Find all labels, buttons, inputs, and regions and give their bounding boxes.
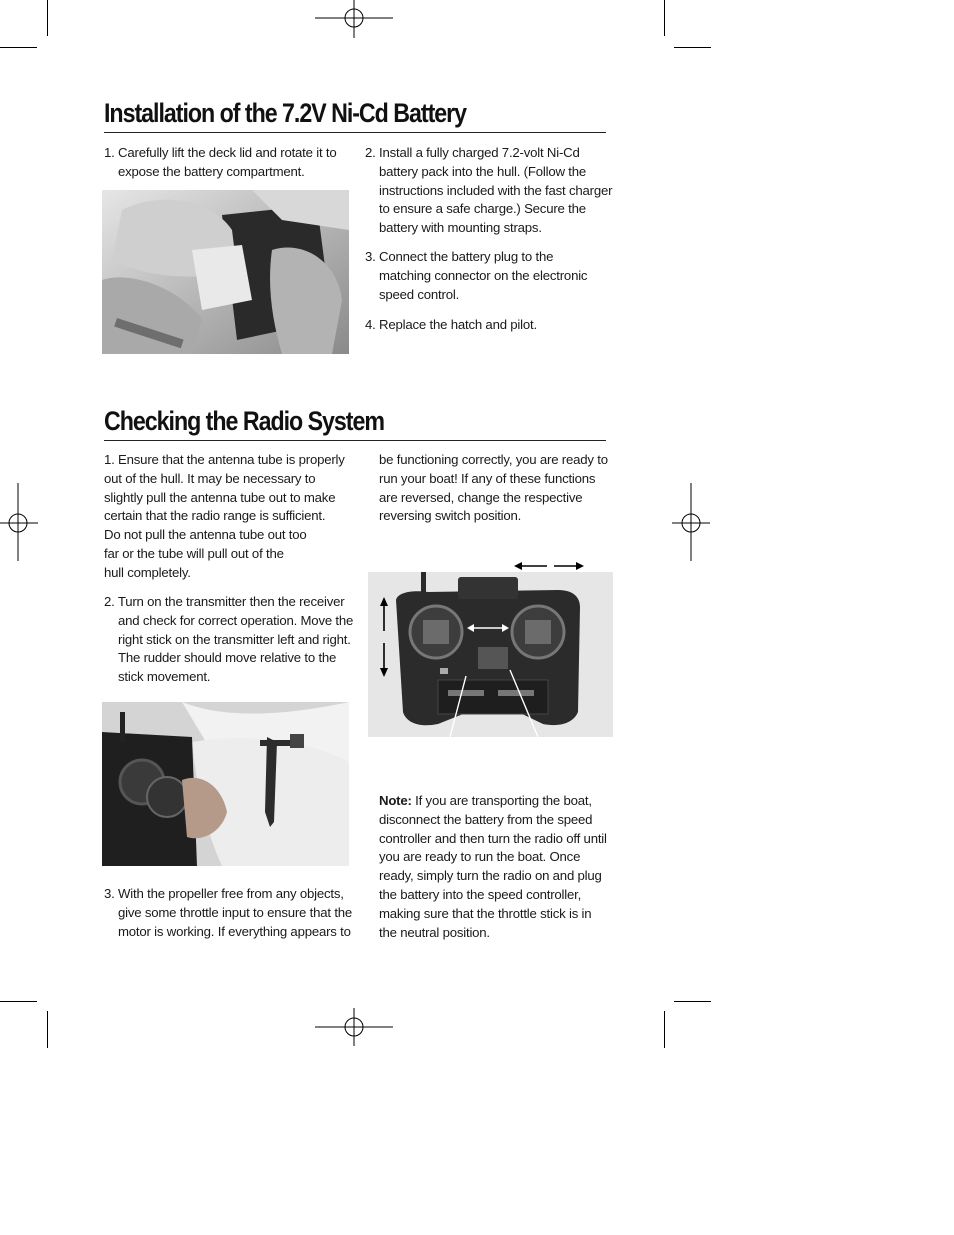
- battery-section-title: Installation of the 7.2V Ni-Cd Battery: [104, 98, 467, 128]
- battery-step-2: 2. Install a fully charged 7.2-volt Ni-Cd battery pack into the hull. (Follow the instructions included with the fast charger to ensure a safe charge.) Secure the battery with mounting straps.: [365, 145, 613, 236]
- double-arrow-vertical-icon: [377, 597, 391, 679]
- note-text: If you are transporting the boat, disconnect the battery from the speed controller and then turn the radio off until you are ready to run the boat. Once ready, simply turn the radio on and plug the battery into the speed controller, making sure that the throttle stick is in the neutral position.: [379, 793, 607, 940]
- crop-mark: [0, 1001, 37, 1002]
- registration-mark-bottom: [315, 1008, 395, 1048]
- title-rule: [104, 440, 606, 441]
- radio-step-1: [104, 451, 368, 583]
- crop-mark: [674, 1001, 711, 1002]
- title-rule: [104, 132, 606, 133]
- radio-section-title: Checking the Radio System: [104, 406, 385, 436]
- crop-mark: [674, 47, 711, 48]
- transmitter-photo: [368, 572, 613, 737]
- radio-step-2: 2. Turn on the transmitter then the receiver and check for correct operation. Move the right stick on the transmitter left and right. The rudder should move relative to the stick movement.: [104, 594, 354, 685]
- radio-step-3-continued: be functioning correctly, you are ready to run your boat! If any of these functions are reversed, change the respective reversing switch position.: [379, 452, 608, 524]
- battery-step-4: 4. Replace the hatch and pilot.: [365, 317, 537, 332]
- crop-mark: [664, 1011, 665, 1048]
- double-arrow-horizontal-icon: [514, 559, 586, 573]
- registration-mark-top: [315, 0, 395, 40]
- radio-step-1-line: far or the tube will pull out of the: [104, 545, 284, 561]
- transport-note: [379, 792, 609, 942]
- crop-mark: [47, 1011, 48, 1048]
- crop-mark: [0, 47, 37, 48]
- battery-step-3: 3. Connect the battery plug to the matching connector on the electronic speed control.: [365, 249, 588, 302]
- radio-step-1-line: slightly pull the antenna tube out to make: [104, 489, 336, 505]
- registration-mark-left: [0, 483, 40, 563]
- radio-step-3: 3. With the propeller free from any objects, give some throttle input to ensure that the motor is working. If everything appears to: [104, 886, 353, 939]
- battery-compartment-photo: [102, 190, 349, 354]
- radio-step-1-line: certain that the radio range is sufficient.: [104, 508, 326, 524]
- rudder-transmitter-photo: [102, 702, 349, 866]
- radio-step-1-line: hull completely.: [104, 564, 191, 580]
- note-label: Note:: [379, 793, 412, 808]
- battery-step-1: 1. Carefully lift the deck lid and rotate it to expose the battery compartment.: [104, 145, 337, 179]
- registration-mark-right: [670, 483, 712, 563]
- crop-mark: [47, 0, 48, 36]
- radio-step-1-line: out of the hull. It may be necessary to: [104, 470, 316, 486]
- crop-mark: [664, 0, 665, 36]
- radio-step-1-line: 1. Ensure that the antenna tube is properly: [104, 452, 345, 467]
- radio-step-1-line: Do not pull the antenna tube out too: [104, 527, 307, 543]
